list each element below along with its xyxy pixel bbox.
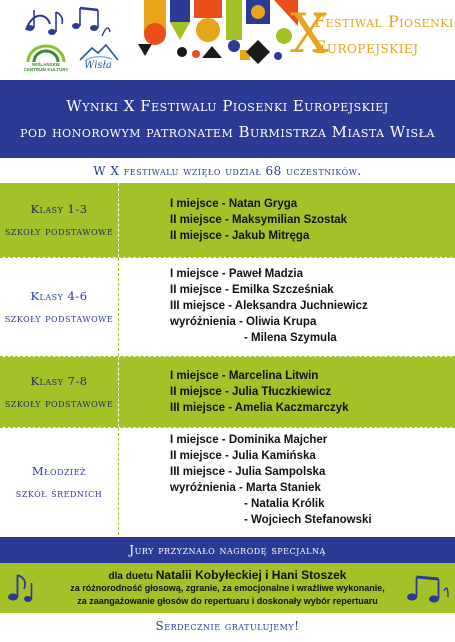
place-label: II miejsce: [170, 214, 222, 226]
wisla-logo-text: Wisła: [84, 60, 112, 71]
result-entry: [170, 212, 347, 228]
winner-name: - Natan Gryga: [221, 198, 298, 210]
festival-title-line1: Festiwal Piosenki: [314, 12, 454, 31]
wck-logo: [22, 44, 70, 76]
place-label: II miejsce: [170, 450, 222, 462]
result-entry: [170, 330, 368, 346]
result-entry: [170, 228, 347, 244]
category-label: [0, 258, 118, 356]
result-entry: [170, 464, 372, 480]
winner-name: - Paweł Madzia: [221, 268, 303, 280]
column-divider: [118, 357, 119, 427]
congratulations-text: Serdecznie gratulujemy!: [0, 613, 455, 642]
category-subtitle: szkoły podstawowe: [4, 224, 114, 238]
place-label: wyróżnienia: [170, 316, 236, 328]
winner-name: - Milena Szymula: [244, 332, 337, 344]
result-entry: [170, 298, 368, 314]
column-divider: [118, 428, 119, 535]
results-table: [0, 183, 455, 535]
header: [0, 0, 455, 80]
place-label: II miejsce: [170, 386, 222, 398]
category-entries: [170, 368, 349, 416]
jury-duo-line: [0, 568, 455, 582]
result-entry: [170, 400, 349, 416]
result-entry: [170, 480, 372, 496]
festival-roman-numeral: X: [290, 2, 329, 65]
duo-names: Natalii Kobyłeckiej i Hani Stoszek: [155, 568, 347, 582]
category-label: [0, 357, 118, 427]
category-row: [0, 428, 455, 535]
category-title: Klasy 1-3: [30, 202, 88, 216]
mountain-icon: [76, 42, 120, 62]
duo-prefix: dla duetu: [108, 571, 153, 582]
winner-name: - Marcelina Litwin: [221, 370, 319, 382]
winner-name: - Dominika Majcher: [221, 434, 328, 446]
result-entry: [170, 196, 347, 212]
result-entry: [170, 314, 368, 330]
category-title: Młodzież: [31, 463, 87, 478]
result-entry: [170, 512, 372, 528]
result-entry: [170, 266, 368, 282]
winner-name: - Emilka Szcześniak: [225, 284, 334, 296]
results-banner: [0, 80, 455, 158]
winner-name: - Julia Sampolska: [228, 466, 326, 478]
category-label: [0, 183, 118, 257]
place-label: II miejsce: [170, 284, 222, 296]
category-subtitle: szkół średnich: [15, 485, 103, 500]
winner-name: - Aleksandra Juchniewicz: [228, 300, 368, 312]
music-notes-icon: [404, 571, 450, 605]
festival-title-line2: Europejskiej: [314, 38, 419, 58]
wck-logo-text: WIŚLAŃSKIE CENTRUM KULTURY: [23, 62, 69, 72]
winner-name: - Oliwia Krupa: [239, 316, 317, 328]
result-entry: [170, 282, 368, 298]
winner-name: - Amelia Kaczmarczyk: [228, 402, 349, 414]
category-subtitle: szkoły podstawowe: [4, 311, 114, 325]
category-entries: [170, 196, 347, 244]
music-notes-icon: [22, 2, 112, 42]
place-label: III miejsce: [170, 402, 225, 414]
category-subtitle: szkoły podstawowe: [4, 396, 114, 410]
banner-line1: Wyniki X Festiwalu Piosenki Europejskiej: [66, 97, 389, 115]
jury-reason-line1: za różnorodność głosową, zgranie, za emocjonalne i wrażliwe wykonanie,: [70, 583, 385, 593]
category-title: Klasy 7-8: [30, 374, 88, 388]
wisla-logo: [76, 42, 120, 76]
place-label: I miejsce: [170, 434, 219, 446]
result-entry: [170, 432, 372, 448]
jury-heading: Jury przyznało nagrodę specjalną: [0, 537, 455, 563]
winner-name: - Julia Tłuczkiewicz: [225, 386, 332, 398]
category-row: [0, 258, 455, 356]
category-row: [0, 183, 455, 257]
participants-note: W X festiwalu wzięło udział 68 uczestników.: [93, 164, 362, 178]
place-label: III miejsce: [170, 300, 225, 312]
column-divider: [118, 258, 119, 356]
result-entry: [170, 384, 349, 400]
place-label: wyróżnienia: [170, 482, 236, 494]
result-entry: [170, 368, 349, 384]
winner-name: - Jakub Mitręga: [225, 230, 310, 242]
jury-award-box: [0, 563, 455, 613]
result-entry: [170, 448, 372, 464]
place-label: I miejsce: [170, 370, 219, 382]
geometric-art: [138, 0, 300, 64]
result-entry: [170, 496, 372, 512]
category-title: Klasy 4-6: [30, 289, 88, 303]
winner-name: - Natalia Królik: [244, 498, 325, 510]
banner-line2: pod honorowym patronatem Burmistrza Miasta Wisła: [20, 123, 435, 141]
winner-name: - Julia Kamińska: [225, 450, 316, 462]
place-label: III miejsce: [170, 466, 225, 478]
category-row: [0, 357, 455, 427]
jury-reason-line2: za zaangażowanie głosów do repertuaru i doskonały wybór repertuaru: [77, 596, 378, 606]
winner-name: - Marta Staniek: [239, 482, 321, 494]
column-divider: [118, 183, 119, 257]
winner-name: - Wojciech Stefanowski: [244, 514, 372, 526]
category-label: [0, 428, 118, 535]
category-entries: [170, 432, 372, 528]
place-label: I miejsce: [170, 198, 219, 210]
wck-arc-icon: [22, 44, 70, 64]
place-label: II miejsce: [170, 230, 222, 242]
winner-name: - Maksymilian Szostak: [225, 214, 348, 226]
place-label: I miejsce: [170, 268, 219, 280]
category-entries: [170, 266, 368, 346]
